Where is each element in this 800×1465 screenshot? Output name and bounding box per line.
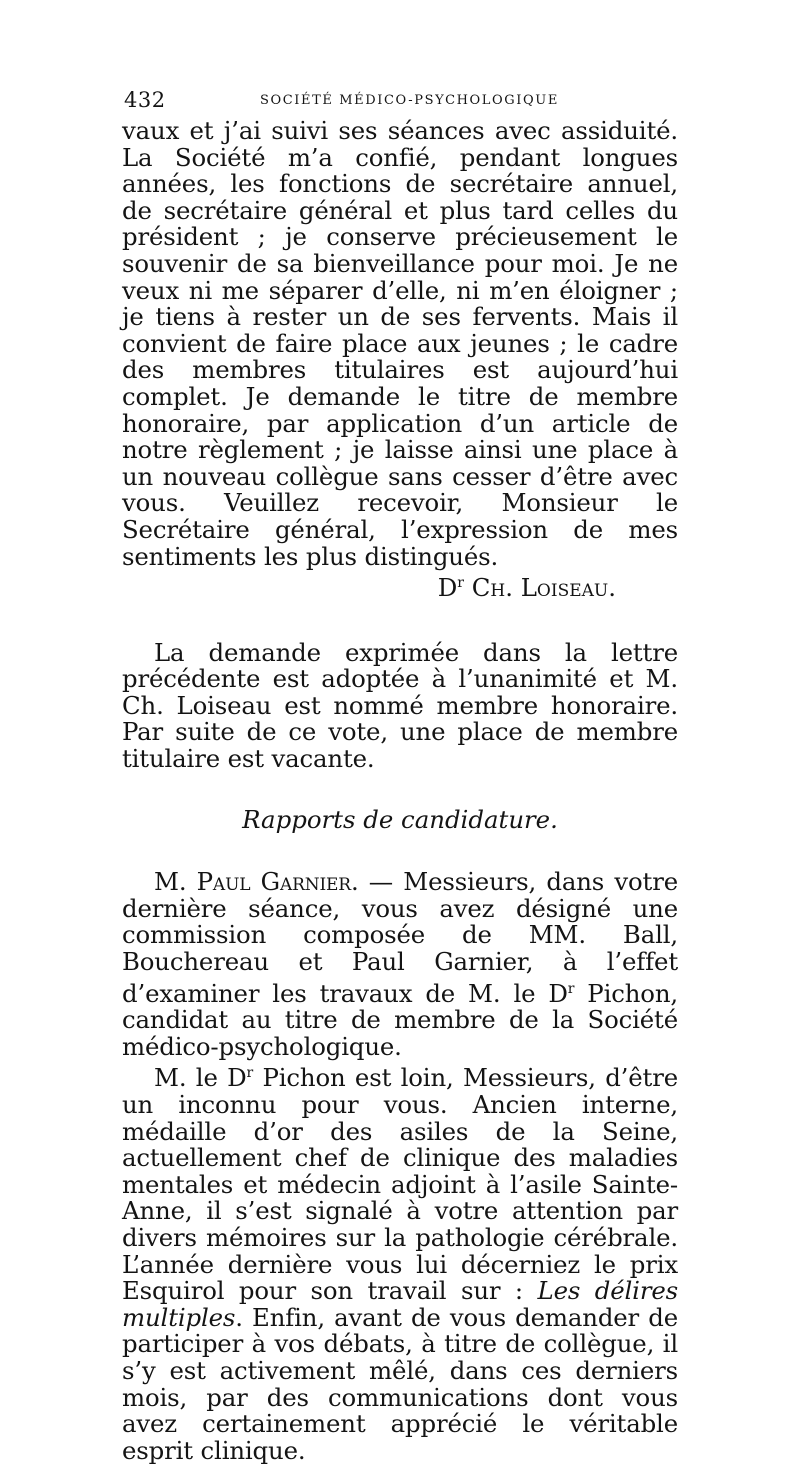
book-title-italic: Les délires multiples	[122, 1276, 678, 1332]
report-p1-superscript: r	[567, 980, 575, 997]
signature-prefix: D	[437, 573, 458, 603]
report-p2-text: Pichon est loin, Messieurs, d’être un inconnu pour vous. Ancien interne, médaille d’or des asiles de la Seine, actuellement chef de clinique des maladies mentales et médecin adjoint à l’asile Sainte-Anne, il s’est signalé à votre attention par divers mémoires sur la pathologie cérébrale. L’année dernière vous lui décerniez le prix Esquirol pour son travail sur :	[122, 1063, 678, 1306]
report-paragraph-1	[122, 869, 678, 1060]
book-page	[122, 88, 678, 1464]
decision-paragraph: La demande exprimée dans la lettre précédente est adoptée à l’unanimité et M. Ch. Loiseau est nommé membre honoraire. Par suite de ce vote, une place de membre titulaire est vacante.	[122, 637, 678, 774]
report-p2-end: . Enfin, avant de vous demander de participer à vos débats, à titre de collègue, il s’y est activement mêlé, dans ces derniers mois, par des communications dont vous avez certainement apprécié le véritable esprit clinique.	[122, 1302, 678, 1465]
page-number: 432	[124, 88, 166, 112]
report-paragraph-2	[122, 1060, 678, 1464]
running-head: SOCIÉTÉ MÉDICO-PSYCHOLOGIQUE	[260, 93, 559, 108]
speaker-name: M. Paul Garnier.	[154, 867, 359, 897]
section-title: Rapports de candidature.	[242, 804, 558, 834]
report-p2-start: M. le D	[154, 1063, 247, 1093]
report-p1-end: Pichon, candidat au titre de membre de la Société médico-psychologique.	[122, 978, 678, 1061]
report-p2-superscript: r	[246, 1065, 254, 1082]
letter-signature	[122, 570, 616, 602]
letter-paragraph: vaux et j’ai suivi ses séances avec assiduité. La Société m’a confié, pendant longues années, les fonctions de secrétaire annuel, de secrétaire général et plus tard celles du président ; je conserve précieusement le souvenir de sa bienveillance pour moi. Je ne veux ni me séparer d’elle, ni m’en éloigner ; je tiens à rester un de ses fervents. Mais il convient de faire place aux jeunes ; le cadre des membres titulaires est aujourd’hui complet. Je demande le titre de membre honoraire, par application d’un article de notre règlement ; je laisse ainsi une place à un nouveau collègue sans cesser d’être avec vous. Veuillez recevoir, Monsieur le Secrétaire général, l’expression de mes sentiments les plus distingués.	[122, 116, 678, 571]
report-p1-text: — Messieurs, dans votre dernière séance, vous avez désigné une commission composée de MM. Ball, Bouchereau et Paul Garnier, à l’effet d’examiner les travaux de M. le D	[122, 867, 678, 1008]
signature-superscript: r	[457, 575, 464, 592]
signature-name: Ch. Loiseau.	[471, 573, 616, 603]
page-header	[122, 88, 678, 118]
